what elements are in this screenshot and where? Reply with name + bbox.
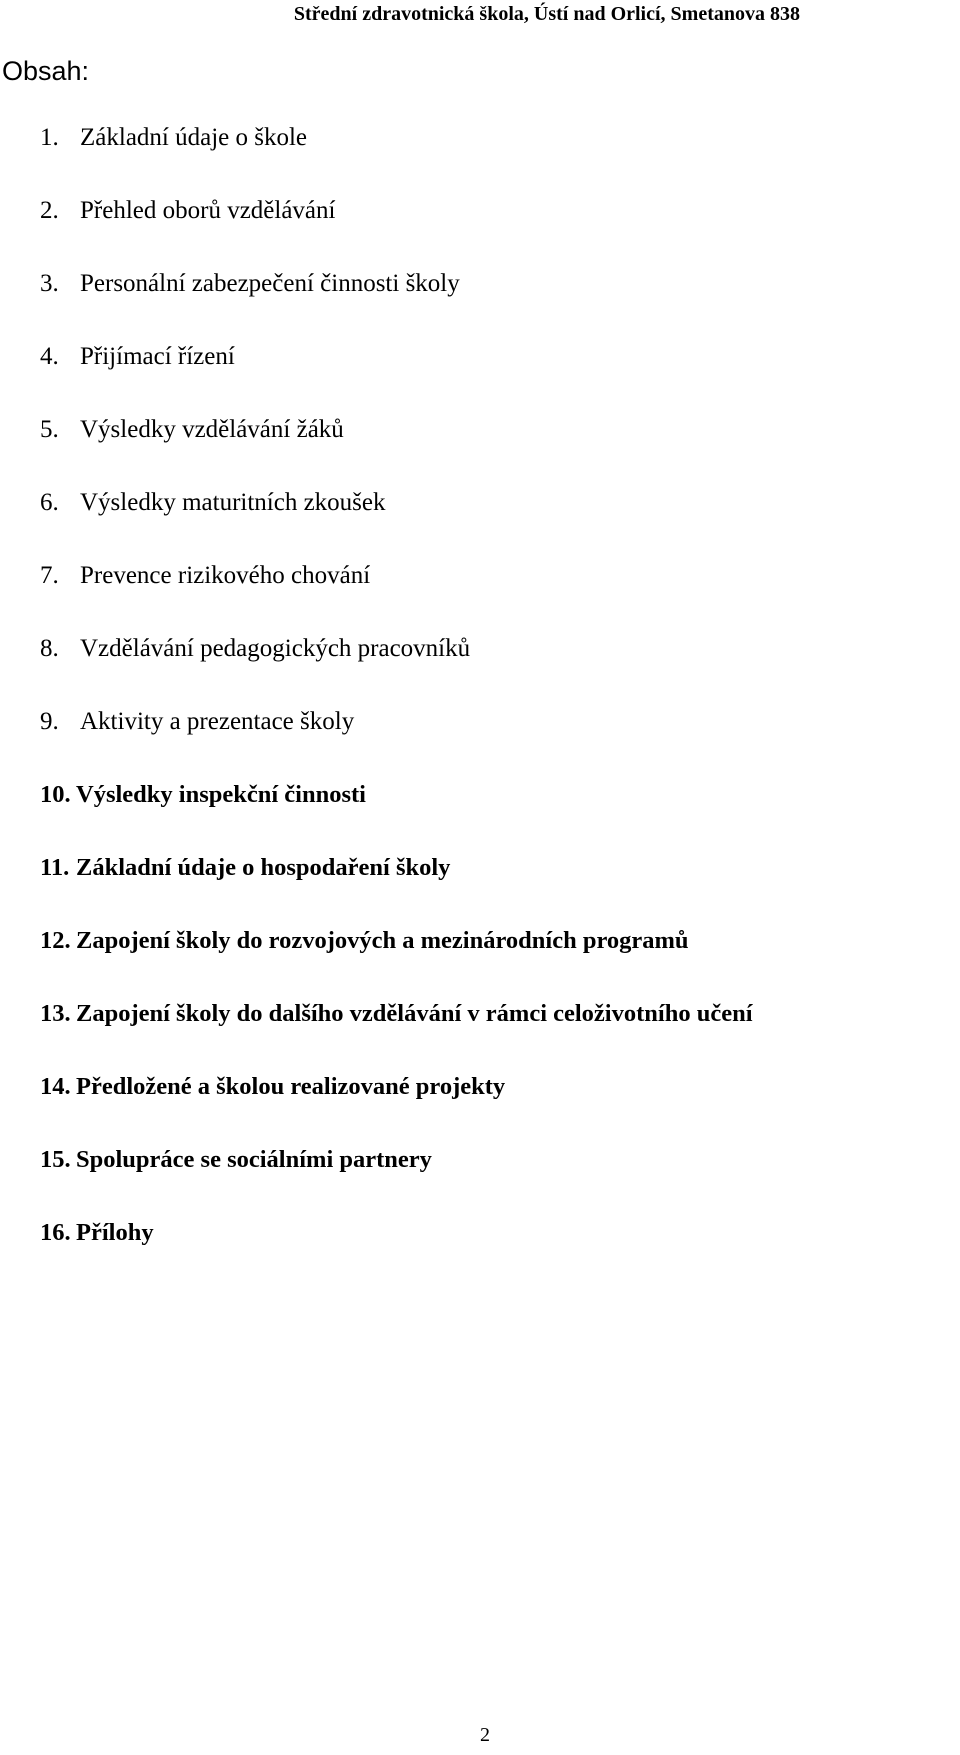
toc-item-number: 12. [40, 927, 71, 954]
toc-item-number: 2. [40, 197, 59, 224]
toc-item-number: 9. [40, 708, 59, 735]
toc-item-label: Přehled oborů vzdělávání [80, 197, 336, 224]
toc-item-number: 1. [40, 124, 59, 151]
toc-item-label: Základní údaje o hospodaření školy [76, 854, 451, 881]
toc-item-label: Aktivity a prezentace školy [80, 708, 355, 735]
toc-item-number: 4. [40, 343, 59, 370]
toc-item-label: Základní údaje o škole [80, 124, 308, 151]
toc-item-label: Výsledky maturitních zkoušek [80, 489, 386, 516]
toc-item-number: 3. [40, 270, 59, 297]
toc-item-label: Prevence rizikového chování [80, 562, 371, 589]
toc-item [40, 124, 753, 197]
toc-item-number: 8. [40, 635, 59, 662]
table-of-contents [40, 124, 753, 1292]
toc-item [40, 416, 753, 489]
toc-item-number: 10. [40, 781, 71, 808]
toc-item-label: Spolupráce se sociálními partnery [76, 1146, 432, 1173]
toc-item-label: Přijímací řízení [80, 343, 235, 370]
toc-item-label: Zapojení školy do rozvojových a mezinárodních programů [76, 927, 689, 954]
toc-item [40, 489, 753, 562]
toc-item [40, 854, 753, 927]
toc-item-label: Předložené a školou realizované projekty [76, 1073, 506, 1100]
toc-item-label: Přílohy [76, 1219, 154, 1246]
page-header: Střední zdravotnická škola, Ústí nad Orlicí, Smetanova 838 [293, 3, 800, 25]
toc-item [40, 708, 753, 781]
toc-item [40, 1146, 753, 1219]
toc-heading: Obsah: [2, 56, 90, 86]
toc-item [40, 1219, 753, 1292]
toc-item [40, 562, 753, 635]
toc-item-number: 15. [40, 1146, 71, 1173]
toc-item-number: 6. [40, 489, 59, 516]
toc-item [40, 1000, 753, 1073]
toc-item-number: 11. [40, 854, 70, 881]
toc-item [40, 1073, 753, 1146]
toc-item-label: Vzdělávání pedagogických pracovníků [80, 635, 471, 662]
toc-item-label: Personální zabezpečení činnosti školy [80, 270, 460, 297]
toc-item-label: Výsledky vzdělávání žáků [80, 416, 344, 443]
toc-item-number: 7. [40, 562, 59, 589]
toc-item [40, 927, 753, 1000]
toc-item-number: 13. [40, 1000, 71, 1027]
toc-item-number: 16. [40, 1219, 71, 1246]
toc-item [40, 197, 753, 270]
toc-item-number: 14. [40, 1073, 71, 1100]
toc-item-label: Výsledky inspekční činnosti [76, 781, 366, 808]
page-number: 2 [480, 1724, 490, 1746]
toc-item [40, 270, 753, 343]
toc-item [40, 781, 753, 854]
toc-item [40, 343, 753, 416]
toc-item-label: Zapojení školy do dalšího vzdělávání v rámci celoživotního učení [76, 1000, 753, 1027]
toc-item-number: 5. [40, 416, 59, 443]
toc-item [40, 635, 753, 708]
